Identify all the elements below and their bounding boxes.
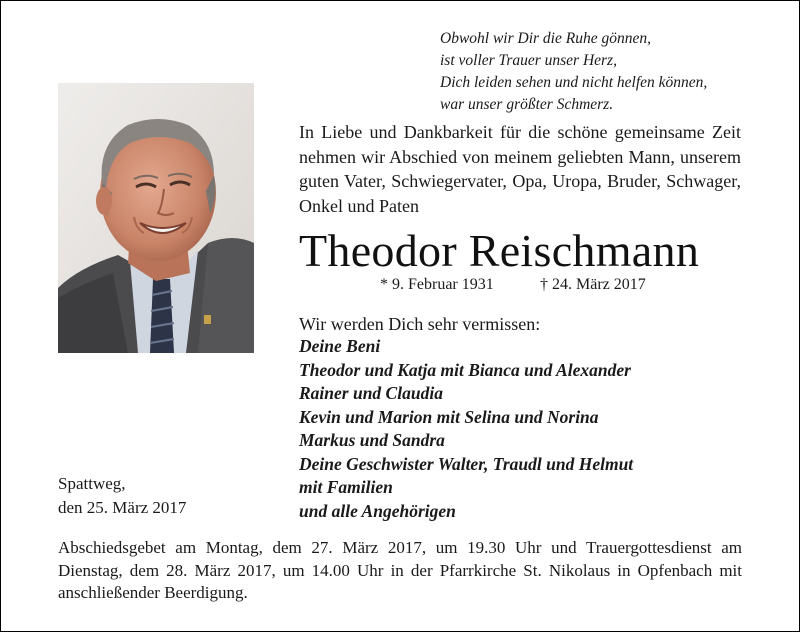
birth-star-icon: * [380, 276, 388, 293]
poem-line: Dich leiden sehen und nicht helfen können, [440, 74, 708, 91]
place-and-date [58, 472, 258, 520]
service-info: Abschiedsgebet am Montag, dem 27. März 2017, um 19.30 Uhr und Trauergottesdienst am Dienstag, dem 28. März 2017, um 14.00 Uhr in der Pfarrkirche St. Nikolaus in Opfenbach mit anschließender Beerdigung. [58, 538, 742, 602]
place-date: den 25. März 2017 [58, 498, 187, 517]
birth-date [380, 275, 494, 295]
mourner-line: Markus und Sandra [299, 430, 445, 450]
birth-date-text: 9. Februar 1931 [392, 276, 494, 293]
mourner-line: Deine Beni [299, 336, 381, 356]
poem-line: Obwohl wir Dir die Ruhe gönnen, [440, 30, 651, 47]
poem-line: war unser größter Schmerz. [440, 96, 614, 113]
death-date-text: 24. März 2017 [552, 276, 646, 293]
death-cross-icon: † [540, 276, 548, 293]
mourner-line: Kevin und Marion mit Selina und Norina [299, 406, 599, 427]
miss-line: Wir werden Dich sehr vermissen: [299, 314, 541, 334]
mourner-line: mit Familien [299, 477, 393, 497]
mourner-line: Theodor und Katja mit Bianca und Alexander [299, 359, 631, 380]
death-date [540, 275, 646, 295]
poem-line: ist voller Trauer unser Herz, [440, 52, 617, 69]
intro-text: In Liebe und Dankbarkeit für die schöne gemeinsame Zeit nehmen wir Abschied von meinem geliebten Mann, unserem guten Vater, Schwiegervater, Opa, Uropa, Bruder, Schwager, Onkel und Paten [299, 122, 741, 216]
mourner-line: und alle Angehörigen [299, 500, 456, 521]
memorial-poem [440, 28, 780, 116]
portrait-photo [58, 83, 254, 353]
mourner-line: Rainer und Claudia [299, 383, 443, 403]
deceased-name: Theodor Reischmann [299, 225, 700, 276]
mourners-list [299, 335, 739, 523]
mourner-line: Deine Geschwister Walter, Traudl und Helmut [299, 453, 634, 474]
place: Spattweg, [58, 474, 126, 493]
